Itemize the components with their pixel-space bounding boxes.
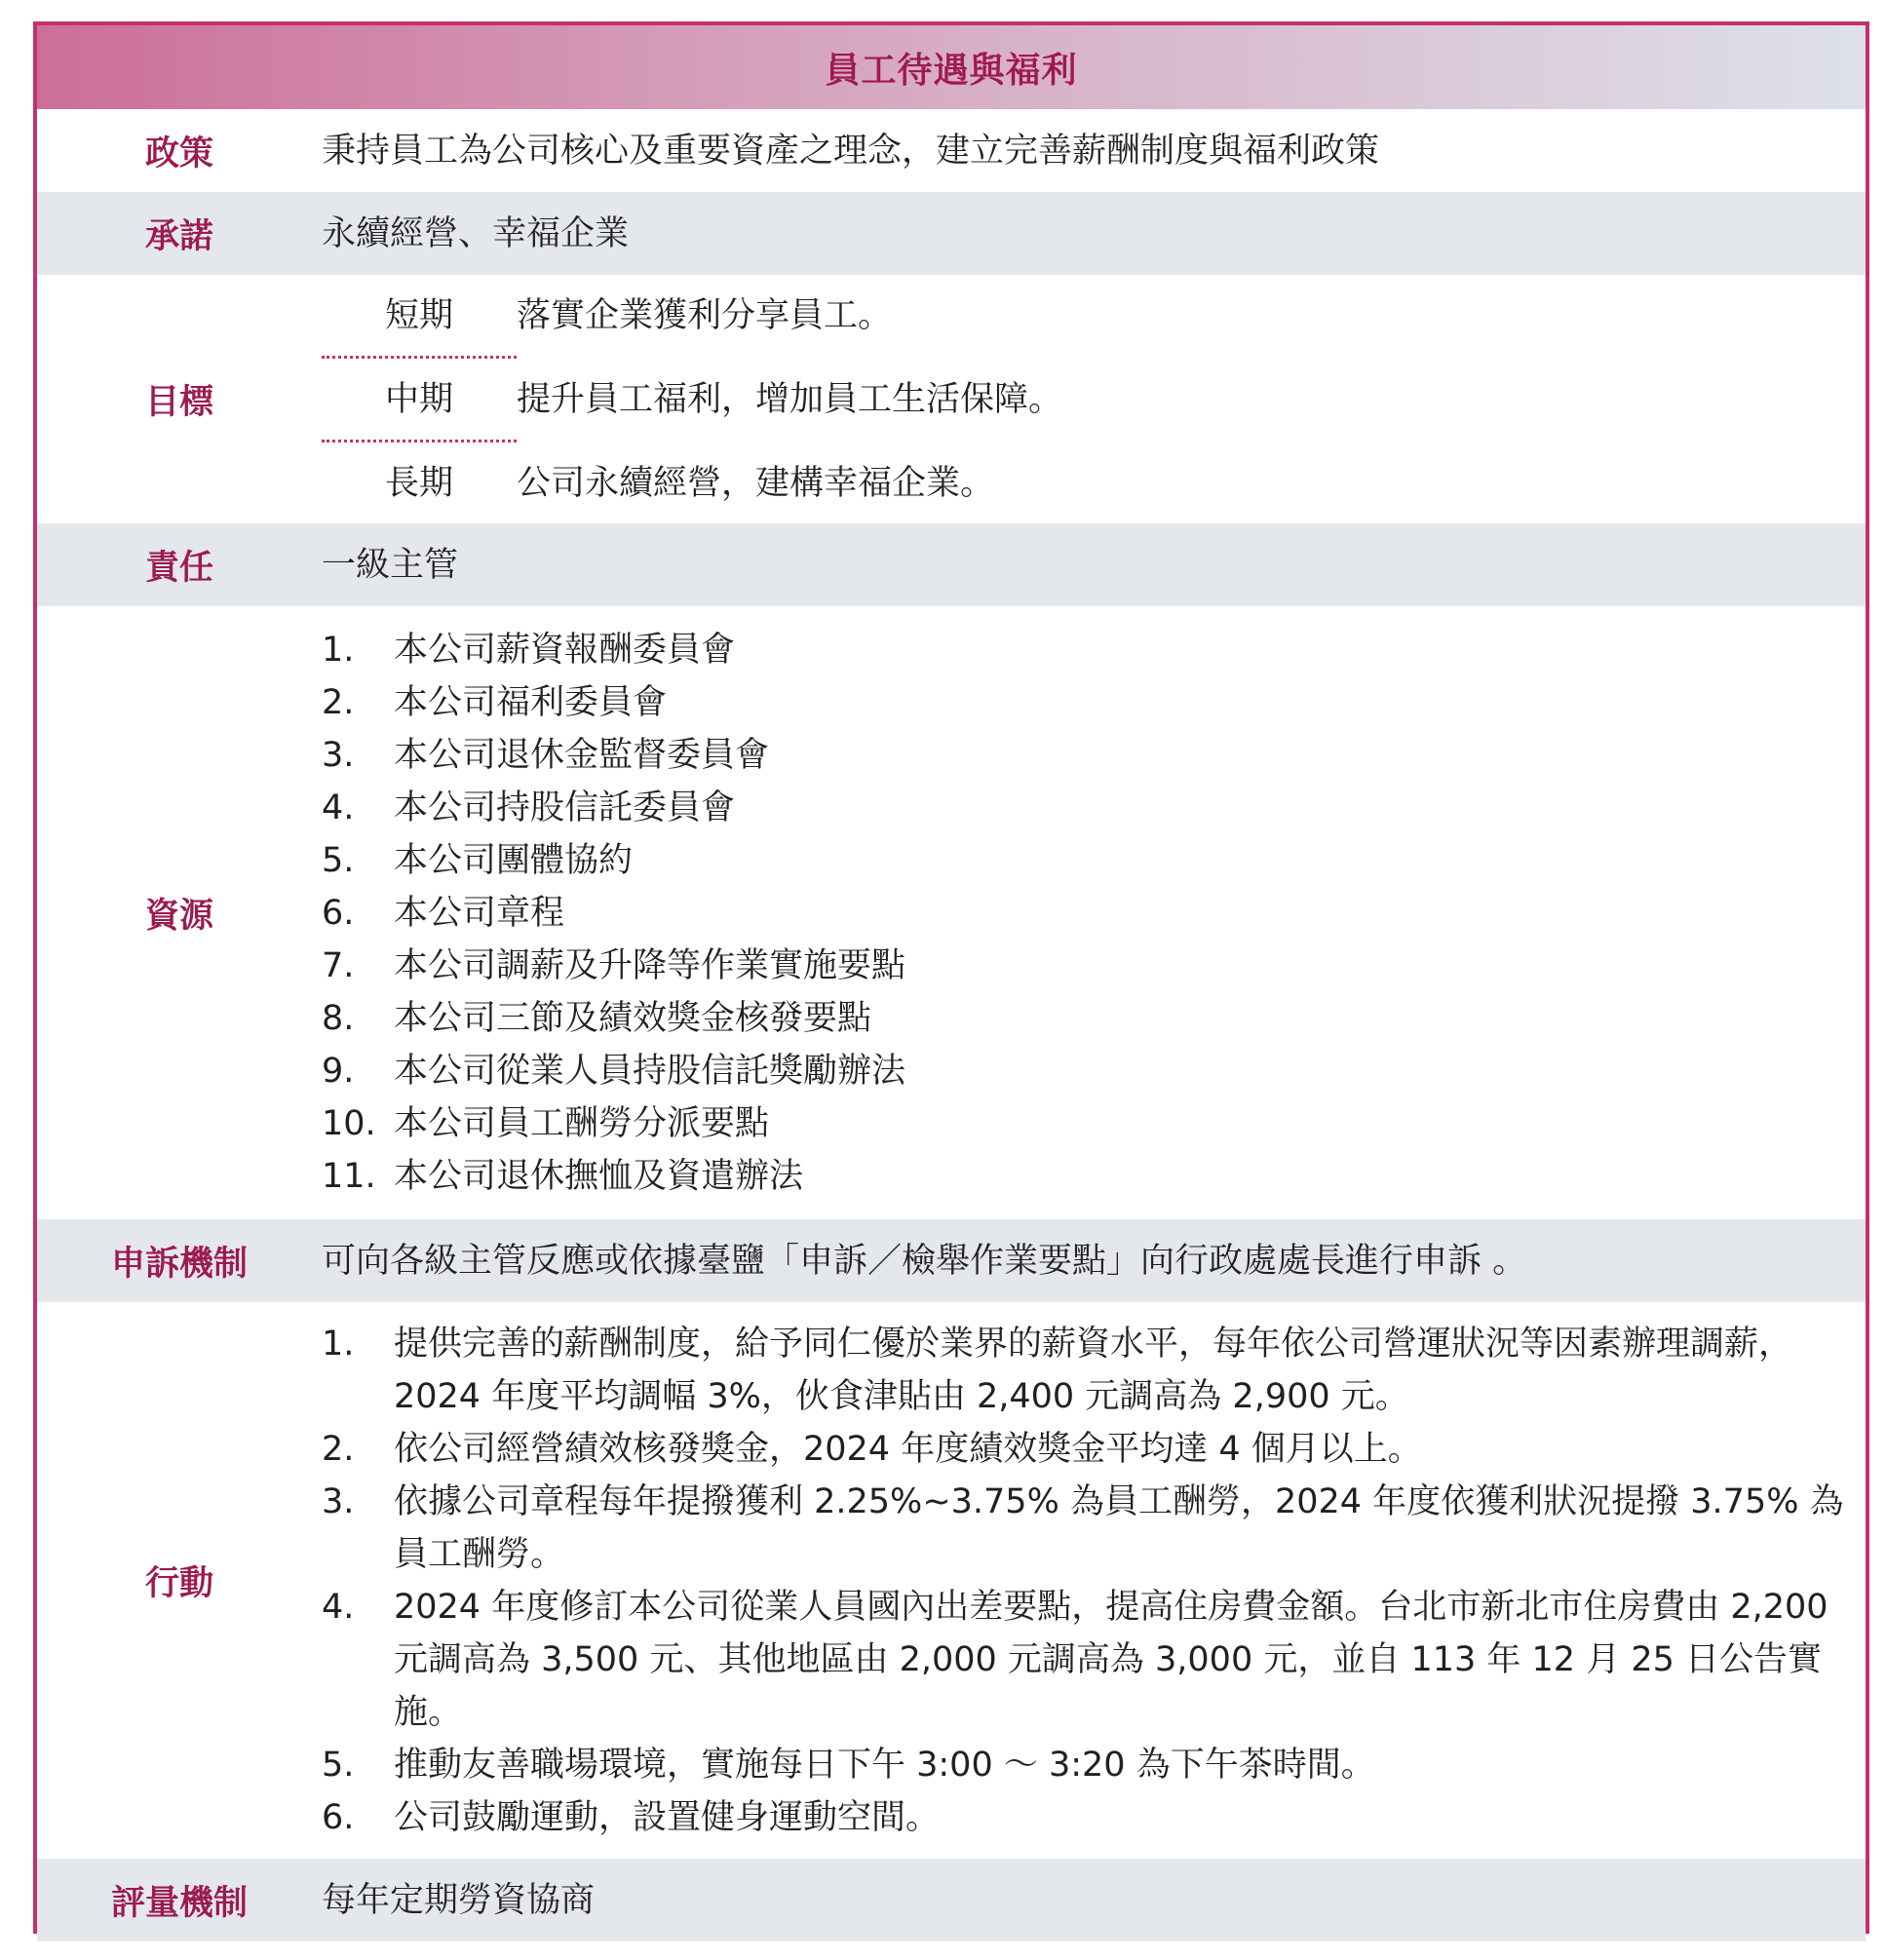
item-text: 2024 年度修訂本公司從業人員國內出差要點，提高住房費金額。台北市新北市住房費由 2,200 元調高為 3,500 元、其他地區由 2,000 元調高為 3,000 元，並自 113 年 12 月 25 日公告實施。 (394, 1587, 1828, 1732)
item-number: 6. (322, 893, 355, 933)
goal-text: 落實企業獲利分享員工。 (517, 295, 893, 335)
responsibility-text: 一級主管 (322, 545, 459, 585)
item-number: 5. (322, 1745, 355, 1785)
commitment-text: 永續經營、幸福企業 (322, 213, 630, 253)
row-responsibility (37, 523, 1866, 606)
resources-content (322, 606, 1866, 1219)
table-header (37, 25, 1866, 109)
policy-label: 政策 (144, 134, 213, 173)
list-item (322, 1045, 1844, 1097)
table-title: 員工待遇與福利 (825, 50, 1078, 91)
list-item (322, 1476, 1844, 1581)
item-number: 3. (322, 1481, 355, 1521)
row-actions (37, 1302, 1866, 1859)
item-number: 11. (322, 1156, 376, 1196)
item-text: 本公司福利委員會 (394, 682, 668, 722)
item-number: 2. (322, 682, 355, 722)
list-item (322, 887, 1844, 940)
goals-content (322, 275, 1866, 523)
goal-text: 提升員工福利，增加員工生活保障。 (517, 379, 1063, 419)
list-item (322, 1423, 1844, 1476)
resources-list (322, 624, 1844, 1203)
resources-label: 資源 (144, 896, 213, 936)
evaluation-label: 評量機制 (110, 1883, 248, 1923)
list-item (322, 1791, 1844, 1844)
item-text: 本公司調薪及升降等作業實施要點 (394, 945, 906, 985)
item-text: 本公司薪資報酬委員會 (394, 630, 736, 670)
list-item (322, 940, 1844, 992)
item-text: 依公司經營績效核發獎金，2024 年度績效獎金平均達 4 個月以上。 (394, 1429, 1422, 1469)
evaluation-text: 每年定期勞資協商 (322, 1880, 596, 1920)
item-text: 本公司退休撫恤及資遣辦法 (394, 1156, 804, 1196)
goal-text: 公司永續經營，建構幸福企業。 (517, 463, 995, 503)
list-item (322, 782, 1844, 834)
row-policy (37, 109, 1866, 192)
item-number: 5. (322, 840, 355, 880)
item-text: 公司鼓勵運動，設置健身運動空間。 (394, 1797, 941, 1837)
goal-long (322, 442, 1844, 523)
item-number: 3. (322, 735, 355, 775)
list-item (322, 1581, 1844, 1739)
row-goals (37, 275, 1866, 523)
item-text: 本公司持股信託委員會 (394, 788, 736, 827)
grievance-text: 可向各級主管反應或依據臺鹽「申訴／檢舉作業要點」向行政處處長進行申訴 。 (322, 1241, 1527, 1281)
goal-term: 短期 (384, 295, 453, 335)
goals-label: 目標 (144, 382, 213, 422)
row-commitment (37, 192, 1866, 275)
item-number: 7. (322, 945, 355, 985)
item-number: 10. (322, 1103, 376, 1143)
list-item (322, 834, 1844, 887)
list-item (322, 1739, 1844, 1791)
item-text: 推動友善職場環境，實施每日下午 3:00 ～ 3:20 為下午茶時間。 (394, 1745, 1375, 1785)
row-resources (37, 606, 1866, 1219)
item-text: 提供完善的薪酬制度，給予同仁優於業界的薪資水平，每年依公司營運狀況等因素辦理調薪，2024 年度平均調幅 3%，伙食津貼由 2,400 元調高為 2,900 元。 (394, 1324, 1793, 1416)
grievance-label: 申訴機制 (110, 1244, 248, 1284)
item-number: 8. (322, 998, 355, 1038)
list-item (322, 729, 1844, 782)
goal-term: 長期 (384, 463, 453, 503)
list-item (322, 1150, 1844, 1203)
item-number: 9. (322, 1051, 355, 1091)
list-item (322, 676, 1844, 729)
item-number: 6. (322, 1797, 355, 1837)
item-number: 4. (322, 1587, 355, 1627)
item-number: 2. (322, 1429, 355, 1469)
responsibility-label: 責任 (144, 548, 213, 588)
item-text: 本公司退休金監督委員會 (394, 735, 770, 775)
item-text: 本公司三節及績效獎金核發要點 (394, 998, 872, 1038)
item-number: 1. (322, 1324, 355, 1364)
actions-list (322, 1318, 1844, 1844)
benefits-table (33, 21, 1869, 1934)
item-text: 本公司團體協約 (394, 840, 634, 880)
list-item (322, 1097, 1844, 1150)
actions-content (322, 1302, 1866, 1859)
policy-text: 秉持員工為公司核心及重要資產之理念，建立完善薪酬制度與福利政策 (322, 131, 1380, 171)
commitment-label: 承諾 (144, 216, 213, 256)
row-evaluation (37, 1859, 1866, 1941)
actions-label: 行動 (144, 1563, 213, 1603)
goal-term: 中期 (384, 379, 453, 419)
list-item (322, 624, 1844, 676)
goal-short (322, 275, 1844, 356)
item-number: 4. (322, 788, 355, 827)
item-text: 依據公司章程每年提撥獲利 2.25%~3.75% 為員工酬勞，2024 年度依獲利狀況提撥 3.75% 為員工酬勞。 (394, 1481, 1844, 1574)
goal-mid (322, 359, 1844, 440)
row-grievance (37, 1219, 1866, 1302)
list-item (322, 992, 1844, 1045)
item-text: 本公司章程 (394, 893, 565, 933)
item-text: 本公司從業人員持股信託獎勵辦法 (394, 1051, 906, 1091)
list-item (322, 1318, 1844, 1423)
item-text: 本公司員工酬勞分派要點 (394, 1103, 770, 1143)
item-number: 1. (322, 630, 355, 670)
